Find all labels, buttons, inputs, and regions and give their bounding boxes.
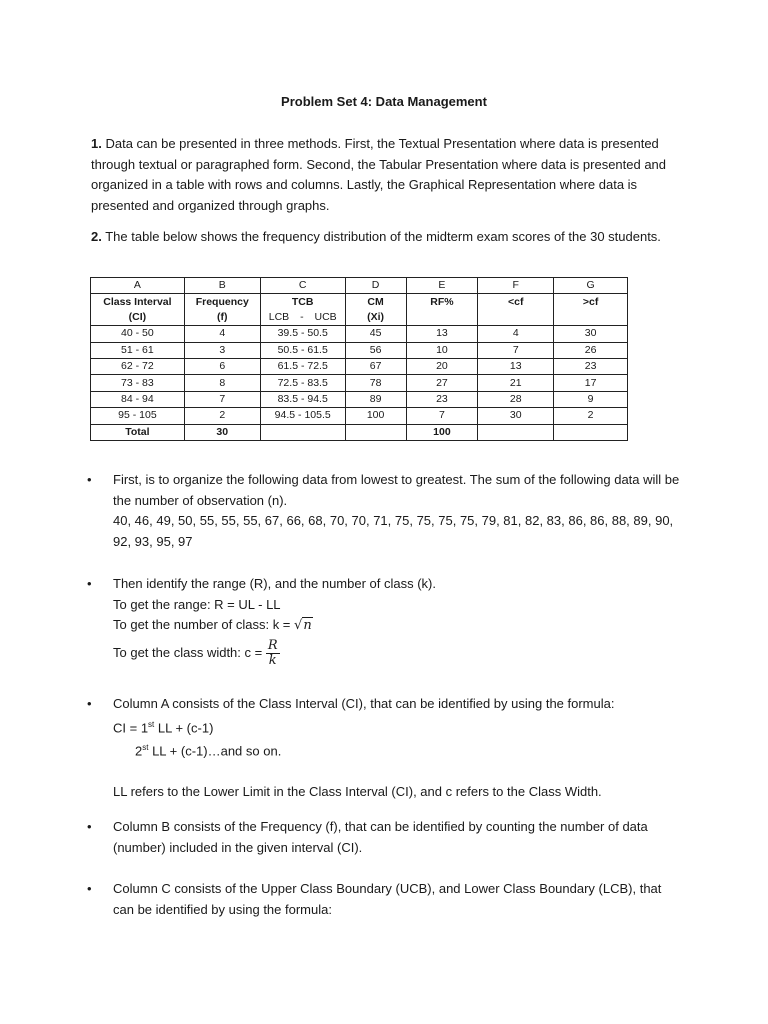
table-row: [91, 358, 628, 374]
table-cell: 28: [478, 391, 554, 407]
table-header: >cf: [554, 294, 628, 310]
tcb-ucb-label: UCB: [314, 310, 337, 323]
table-cell: 9: [554, 391, 628, 407]
table-cell: 2: [554, 408, 628, 424]
table-cell: 17: [554, 375, 628, 391]
sqrt-symbol: √: [294, 618, 303, 633]
table-cell: 94.5 - 105.5: [260, 408, 345, 424]
table-row: [91, 342, 628, 358]
table-header-sub: [478, 310, 554, 326]
total-cell: Total: [91, 424, 185, 440]
class-count-prefix: To get the number of class: k =: [113, 617, 295, 632]
table-letter-row: [91, 278, 628, 294]
item-1-paragraph: [91, 134, 681, 216]
table-row: [91, 408, 628, 424]
table-header: Class Interval: [91, 294, 185, 310]
ci-formula-1-suffix: LL + (c-1): [154, 719, 214, 735]
table-cell: 8: [184, 375, 260, 391]
ci-formula-1-prefix: CI = 1: [113, 719, 149, 735]
item-1-number: 1.: [91, 136, 102, 151]
table-cell: 78: [345, 375, 406, 391]
total-cell: [260, 424, 345, 440]
bullet-3-text: Column A consists of the Class Interval (CI), that can be identified by using the formula:: [113, 696, 615, 711]
table-cell: 73 - 83: [91, 375, 185, 391]
bullet-column-b: Column B consists of the Frequency (f), that can be identified by counting the number of data (number) included in the given interval (CI).: [113, 819, 648, 855]
table-cell: 30: [554, 326, 628, 342]
table-cell: 50.5 - 61.5: [260, 342, 345, 358]
table-cell: 45: [345, 326, 406, 342]
table-header-sub: [554, 310, 628, 326]
range-formula: To get the range: R = UL - LL: [113, 596, 281, 612]
item-2-paragraph: [91, 227, 681, 248]
table-cell: 72.5 - 83.5: [260, 375, 345, 391]
table-header-sub: (f): [184, 310, 260, 326]
table-header: TCB: [260, 294, 345, 310]
table-header-sub: [406, 310, 478, 326]
table-cell: 13: [406, 326, 478, 342]
table-cell: 51 - 61: [91, 342, 185, 358]
bullet-column-a: [113, 694, 683, 803]
table-cell: 7: [184, 391, 260, 407]
bullet-2-text: Then identify the range (R), and the number of class (k).: [113, 576, 436, 591]
table-cell: 7: [406, 408, 478, 424]
table-cell: 30: [478, 408, 554, 424]
table-letter: B: [184, 278, 260, 294]
table-cell: 95 - 105: [91, 408, 185, 424]
class-count-formula: [113, 615, 683, 637]
item-1-text: Data can be presented in three methods. First, the Textual Presentation where data is presented through textual or paragraphed form. Second, the Tabular Presentation where data is presented and organized in a table with rows and columns. Lastly, the Graphical Representation where data is presented and organized through graphs.: [91, 136, 667, 213]
page-title: Problem Set 4: Data Management: [281, 94, 487, 109]
total-cell: 100: [406, 424, 478, 440]
table-letter: G: [554, 278, 628, 294]
table-letter: A: [91, 278, 185, 294]
tcb-lcb-label: LCB: [268, 310, 290, 323]
table-row: [91, 326, 628, 342]
tcb-dash: -: [300, 310, 304, 323]
table-cell: 27: [406, 375, 478, 391]
table-cell: 10: [406, 342, 478, 358]
table-cell: 39.5 - 50.5: [260, 326, 345, 342]
table-cell: 56: [345, 342, 406, 358]
bullet-marker: •: [87, 819, 92, 834]
table-header: CM: [345, 294, 406, 310]
table-cell: 13: [478, 358, 554, 374]
table-cell: 26: [554, 342, 628, 358]
table-header: RF%: [406, 294, 478, 310]
ll-note: LL refers to the Lower Limit in the Class Interval (CI), and c refers to the Class Width.: [113, 784, 602, 800]
table-cell: 100: [345, 408, 406, 424]
table-cell: 4: [478, 326, 554, 342]
table-header-row: [91, 294, 628, 310]
bullet-1-data-list: 40, 46, 49, 50, 55, 55, 55, 67, 66, 68, 70, 70, 71, 75, 75, 75, 75, 79, 81, 82, 83, 86, 86, 88, 89, 90, 92, 93, 95, 97: [113, 513, 674, 549]
ci-formula-2: [113, 738, 683, 762]
table-cell: 62 - 72: [91, 358, 185, 374]
bullet-column-c: Column C consists of the Upper Class Boundary (UCB), and Lower Class Boundary (LCB), that can be identified by using the formula:: [113, 881, 662, 917]
class-width-prefix: To get the class width: c =: [113, 644, 266, 660]
table-row: [91, 375, 628, 391]
ci-formula-1-sup: st: [148, 719, 155, 729]
fraction: [266, 639, 280, 668]
item-2-number: 2.: [91, 229, 102, 244]
table-cell: 3: [184, 342, 260, 358]
bullet-marker: •: [87, 576, 92, 591]
table-cell: 4: [184, 326, 260, 342]
total-cell: 30: [184, 424, 260, 440]
total-cell: [554, 424, 628, 440]
table-cell: 23: [406, 391, 478, 407]
frequency-table: [90, 277, 628, 441]
ci-formula-2-sup: st: [142, 743, 149, 753]
bullet-marker: •: [87, 881, 92, 896]
bullet-marker: •: [87, 696, 92, 711]
table-cell: 67: [345, 358, 406, 374]
table-cell: 61.5 - 72.5: [260, 358, 345, 374]
table-cell: 40 - 50: [91, 326, 185, 342]
table-letter: D: [345, 278, 406, 294]
sqrt-radicand: n: [303, 618, 312, 633]
bullet-organize-data: [113, 470, 683, 552]
table-cell: 23: [554, 358, 628, 374]
sqrt-expression: [294, 617, 313, 633]
bullet-1-text: First, is to organize the following data from lowest to greatest. The sum of the following data will be the number of observation (n).: [113, 472, 680, 508]
table-total-row: [91, 424, 628, 440]
table-cell: 21: [478, 375, 554, 391]
table-cell: 20: [406, 358, 478, 374]
table-header-sub: (CI): [91, 310, 185, 326]
tcb-subheader: [260, 310, 345, 326]
bullet-range-class: [113, 574, 683, 668]
class-width-formula: [113, 639, 683, 668]
item-2-text: The table below shows the frequency distribution of the midterm exam scores of the 30 students.: [105, 229, 661, 244]
table-cell: 84 - 94: [91, 391, 185, 407]
ci-formula-1: [113, 715, 683, 739]
total-cell: [478, 424, 554, 440]
fraction-numerator: R: [267, 637, 278, 653]
table-letter: F: [478, 278, 554, 294]
bullet-marker: •: [87, 472, 92, 487]
table-header: <cf: [478, 294, 554, 310]
ci-formula-2-suffix: LL + (c-1)…and so on.: [148, 743, 282, 759]
table-letter: C: [260, 278, 345, 294]
table-header: Frequency: [184, 294, 260, 310]
table-cell: 2: [184, 408, 260, 424]
table-cell: 6: [184, 358, 260, 374]
table-letter: E: [406, 278, 478, 294]
total-cell: [345, 424, 406, 440]
table-header-sub: (Xi): [345, 310, 406, 326]
table-header-row-2: [91, 310, 628, 326]
table-cell: 7: [478, 342, 554, 358]
ci-formula-2-prefix: 2: [135, 743, 143, 759]
fraction-denominator: k: [268, 652, 277, 668]
table-cell: 89: [345, 391, 406, 407]
table-cell: 83.5 - 94.5: [260, 391, 345, 407]
table-row: [91, 391, 628, 407]
